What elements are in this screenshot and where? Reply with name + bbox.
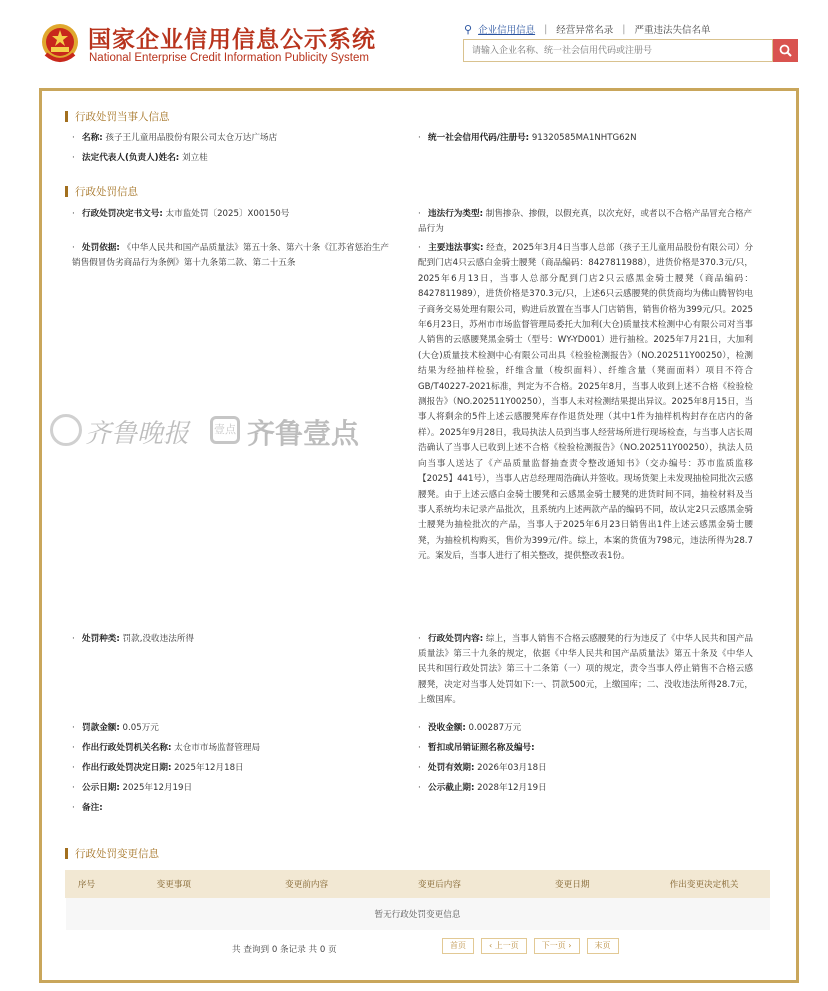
- watermark-text-qilu-evening: 齐鲁晚报: [85, 419, 190, 449]
- field-penalty-content-label: 行政处罚内容:: [428, 634, 484, 644]
- field-authority-label: 作出行政处罚机关名称:: [82, 743, 172, 753]
- search-input[interactable]: [464, 40, 772, 61]
- section-changes-title: 行政处罚变更信息: [65, 846, 159, 861]
- field-name-value: 孩子王儿童用品股份有限公司太仓万达广场店: [105, 133, 278, 143]
- field-decision-date-value: 2025年12月18日: [174, 763, 244, 773]
- watermark-yidian-logo: 壹点: [210, 416, 240, 444]
- field-main-facts-value: 经查，2025年3月4日当事人总部（孩子王儿童用品股份有限公司）分配到门店4只云感白金骑士腰凳（商品编码：8427811988），进货价格是370.3元/只，2025年6月13日，当事人总部分配到门店2只云感黑金骑士腰凳（商品编码：8427811989），进货价格是370.3元/只，上述6只云感腰凳的供货商均为佛山腾智钧电子商务交易处理有限公司，购进后放置在当事人门店销售，销售价格为399元/只。2025年6月23日，苏州市市场监督管理局委托大加利(大仓)质量技术检测中心有限公司对当事人销售的云感腰凳黑金骑士（型号：WY-YD001）进行抽检。2025年7月21日，大加利(大仓)质量技术检测中心有限公司出具《检验检测报告》（NO.202511Y00250），检测结果为经抽样检验，纤维含量（梭织面料）、纤维含量（凳面面料）项目不符合 GB/T40227-2021标准，判定为不合格。2025年8月，当事人收到上述不合格《检验检测报告》（NO.202511Y00250），当事人未对检测结果提出异议。2025年8月15日，当事人将剩余的5件上述云感腰凳库存作退货处理（其中1件为抽样机构封存在店内的备样）。2025年9月28日，我局执法人员到当事人经营场所进行现场检查，与当事人店长周浩确认了当事人已收到上述不合格《检验检测报告》（NO.202511Y00250），执法人员向当事人送达了《产品质量监督抽查责令整改通知书》（交办编号：苏市监质监移【2025】441号），当事人店总经理周浩确认并签收。现场货架上未发现抽检同批次云感腰凳。由于上述云感白金骑士腰凳和云感黑金骑士腰凳的进货时间不同，抽检材料及当事人系统均未记录产品批次，且系统内上述两款产品的编码不同，故认定2只云感黑金骑士腰凳为抽检批次的产品，当事人于2025年6月23日销售出1件上述云感黑金骑士腰凳，为抽检机构购买，售价为399元/件。综上，本案的货值为798元，违法所得为28.7元。案发后，当事人进行了相关整改，提供整改表1份。: [418, 243, 754, 562]
- field-valid-until-value: 2026年03月18日: [477, 763, 547, 773]
- field-publish-date-label: 公示日期:: [82, 783, 120, 793]
- field-valid-until-label: 处罚有效期:: [428, 763, 475, 773]
- field-credit-code-label: 统一社会信用代码/注册号:: [428, 133, 530, 143]
- search-icon: ⚲: [464, 22, 473, 36]
- pager-prev-button[interactable]: ‹ 上一页: [481, 938, 527, 954]
- content-frame: [39, 88, 799, 983]
- field-penalty-content-value: 综上，当事人销售不合格云感腰凳的行为违反了《中华人民共和国产品质量法》第三十九条的规定，依据《中华人民共和国产品质量法》第五十条及《中华人民共和国行政处罚法》第三十二条第（一）项的规定，责令当事人停止销售不合格云感腰凳，决定对当事人处罚如下:一、罚款500元，上缴国库；二、没收违法所得28.7元，上缴国库。: [418, 634, 753, 705]
- field-fine-label: 罚款金额:: [82, 723, 120, 733]
- col-before: 变更前内容: [240, 871, 373, 898]
- field-publish-end: · 公示截止期: 2028年12月19日: [418, 783, 547, 793]
- field-license-suspension-label: 暂扣或吊销证照名称及编号:: [428, 743, 535, 753]
- field-decision-date: · 作出行政处罚决定日期: 2025年12月18日: [72, 763, 244, 773]
- field-basis-value: 《中华人民共和国产品质量法》第五十条、第六十条《江苏省惩治生产销售假冒伪劣商品行为条例》第十九条第二款、第二十五条: [72, 243, 389, 269]
- top-nav: [464, 22, 711, 36]
- table-row: [66, 898, 770, 930]
- field-confiscation: · 没收金额: 0.00287万元: [418, 723, 522, 733]
- field-publish-end-value: 2028年12月19日: [477, 783, 547, 793]
- search-button[interactable]: [773, 39, 798, 62]
- field-decision-date-label: 作出行政处罚决定日期:: [82, 763, 172, 773]
- field-name: · 名称: 孩子王儿童用品股份有限公司太仓万达广场店: [72, 133, 278, 143]
- watermark-logo-icon: [50, 414, 82, 446]
- field-valid-until: · 处罚有效期: 2026年03月18日: [418, 763, 547, 773]
- empty-table-message: 暂无行政处罚变更信息: [66, 898, 770, 930]
- pager-next-button[interactable]: 下一页 ›: [534, 938, 580, 954]
- field-penalty-content: · 行政处罚内容: 综上，当事人销售不合格云感腰凳的行为违反了《中华人民共和国产品质量法》第三十九条的规定，依据《中华人民共和国产品质量法》第五十条及《中华人民共和国行政处罚法》第三十二条第（一）项的规定，责令当事人停止销售不合格云感腰凳，决定对当事人处罚如下:一、罚款500元，上缴国库；二、没收违法所得28.7元，上缴国库。: [418, 634, 753, 705]
- field-credit-code: · 统一社会信用代码/注册号: 91320585MA1NHTG62N: [418, 133, 637, 143]
- nav-abnormal-list[interactable]: 经营异常名录: [556, 25, 614, 36]
- site-subtitle: National Enterprise Credit Information Publicity System: [89, 52, 369, 64]
- pager: [442, 938, 626, 954]
- field-legal-rep-label: 法定代表人(负责人)姓名:: [82, 153, 180, 163]
- nav-serious-violation-list[interactable]: 严重违法失信名单: [634, 25, 711, 36]
- field-violation-type: · 违法行为类型: 制售掺杂、掺假，以假充真，以次充好，或者以不合格产品冒充合格产品行为: [418, 209, 753, 235]
- field-legal-rep-value: 刘立桂: [181, 153, 208, 163]
- field-fine: · 罚款金额: 0.05万元: [72, 723, 159, 733]
- col-change-item: 变更事项: [107, 871, 240, 898]
- field-violation-type-value: 制售掺杂、掺假，以假充真，以次充好，或者以不合格产品冒充合格产品行为: [418, 209, 753, 235]
- field-credit-code-value: 91320585MA1NHTG62N: [531, 133, 637, 143]
- field-remark: · 备注:: [72, 803, 103, 813]
- nav-separator: |: [544, 23, 548, 35]
- field-authority-value: 太仓市市场监督管理局: [174, 743, 261, 753]
- field-publish-date-value: 2025年12月19日: [122, 783, 193, 793]
- field-publish-date: · 公示日期: 2025年12月19日: [72, 783, 193, 793]
- table-header-row: [66, 871, 770, 898]
- field-basis: · 处罚依据: 《中华人民共和国产品质量法》第五十条、第六十条《江苏省惩治生产销售假冒伪劣商品行为条例》第十九条第二款、第二十五条: [72, 243, 389, 269]
- field-penalty-kind-value: 罚款,没收违法所得: [122, 634, 195, 644]
- changes-table: [65, 870, 770, 930]
- field-main-facts-label: 主要违法事实:: [428, 243, 484, 253]
- section-penalty-title: 行政处罚信息: [65, 184, 138, 199]
- field-main-facts: · 主要违法事实: 经查，2025年3月4日当事人总部（孩子王儿童用品股份有限公司）分配到门店4只云感白金骑士腰凳（商品编码：8427811988），进货价格是370.3元/只，2025年6月13日，当事人总部分配到门店2只云感黑金骑士腰凳（商品编码：8427811989），进货价格是370.3元/只，上述6只云感腰凳的供货商均为佛山腾智钧电子商务交易处理有限公司，购进后放置在当事人门店销售，销售价格为399元/只。2025年6月23日，苏州市市场监督管理局委托大加利(大仓)质量技术检测中心有限公司对当事人销售的云感腰凳黑金骑士（型号：WY-YD001）进行抽检。2025年7月21日，大加利(大仓)质量技术检测中心有限公司出具《检验检测报告》（NO.202511Y00250），检测结果为经抽样检验，纤维含量（梭织面料）、纤维含量（凳面面料）项目不符合 GB/T40227-2021标准，判定为不合格。2025年8月，当事人收到上述不合格《检验检测报告》（NO.202511Y00250），当事人未对检测结果提出异议。2025年8月15日，当事人将剩余的5件上述云感腰凳库存作退货处理（其中1件为抽样机构封存在店内的备样）。2025年9月28日，我局执法人员到当事人经营场所进行现场检查，与当事人店长周浩确认了当事人已收到上述不合格《检验检测报告》（NO.202511Y00250），执法人员向当事人送达了《产品质量监督抽查责令整改通知书》（交办编号：苏市监质监移【2025】441号），当事人店总经理周浩确认并签收。现场货架上未发现抽检同批次云感腰凳。由于上述云感白金骑士腰凳和云感黑金骑士腰凳的进货时间不同，抽检材料及当事人系统均未记录产品批次，且系统内上述两款产品的编码不同，故认定2只云感黑金骑士腰凳为抽检批次的产品，当事人于2025年6月23日销售出1件上述云感黑金骑士腰凳，为抽检机构购买，售价为399元/件。综上，本案的货值为798元，违法所得为28.7元。案发后，当事人进行了相关整改，提供整改表1份。: [418, 243, 754, 562]
- field-penalty-kind: · 处罚种类: 罚款,没收违法所得: [72, 634, 195, 644]
- search-box: [463, 39, 773, 62]
- field-remark-label: 备注:: [82, 803, 103, 813]
- col-change-authority: 作出变更决定机关: [639, 871, 770, 898]
- col-after: 变更后内容: [373, 871, 506, 898]
- field-confiscation-label: 没收金额:: [428, 723, 466, 733]
- field-doc-number-label: 行政处罚决定书文号:: [82, 209, 163, 219]
- field-violation-type-label: 违法行为类型:: [428, 209, 483, 219]
- watermark: [50, 410, 375, 452]
- search-icon: [779, 44, 792, 57]
- pager-summary: 共 查询到 0 条记录 共 0 页: [232, 945, 337, 955]
- field-doc-number: · 行政处罚决定书文号: 太市监处罚〔2025〕X00150号: [72, 209, 290, 219]
- nav-enterprise-credit[interactable]: 企业信用信息: [478, 25, 536, 36]
- section-party-title: 行政处罚当事人信息: [65, 109, 170, 124]
- pager-last-button[interactable]: 末页: [587, 938, 619, 954]
- field-publish-end-label: 公示截止期:: [428, 783, 475, 793]
- field-authority: · 作出行政处罚机关名称: 太仓市市场监督管理局: [72, 743, 261, 753]
- nav-separator: |: [622, 23, 626, 35]
- col-change-date: 变更日期: [506, 871, 639, 898]
- pager-first-button[interactable]: 首页: [442, 938, 474, 954]
- field-confiscation-value: 0.00287万元: [468, 723, 522, 733]
- col-index: 序号: [66, 871, 108, 898]
- site-title: 国家企业信用信息公示系统: [88, 27, 376, 53]
- field-doc-number-value: 太市监处罚〔2025〕X00150号: [165, 209, 290, 219]
- national-emblem-icon: [40, 22, 80, 64]
- field-name-label: 名称:: [82, 133, 103, 143]
- watermark-text-qilu-yidian: 齐鲁壹点: [247, 417, 360, 450]
- field-basis-label: 处罚依据:: [82, 243, 120, 253]
- site-header: [0, 0, 828, 78]
- field-penalty-kind-label: 处罚种类:: [82, 634, 120, 644]
- field-legal-rep: · 法定代表人(负责人)姓名: 刘立桂: [72, 153, 208, 163]
- field-license-suspension: · 暂扣或吊销证照名称及编号:: [418, 743, 535, 753]
- field-fine-value: 0.05万元: [122, 723, 159, 733]
